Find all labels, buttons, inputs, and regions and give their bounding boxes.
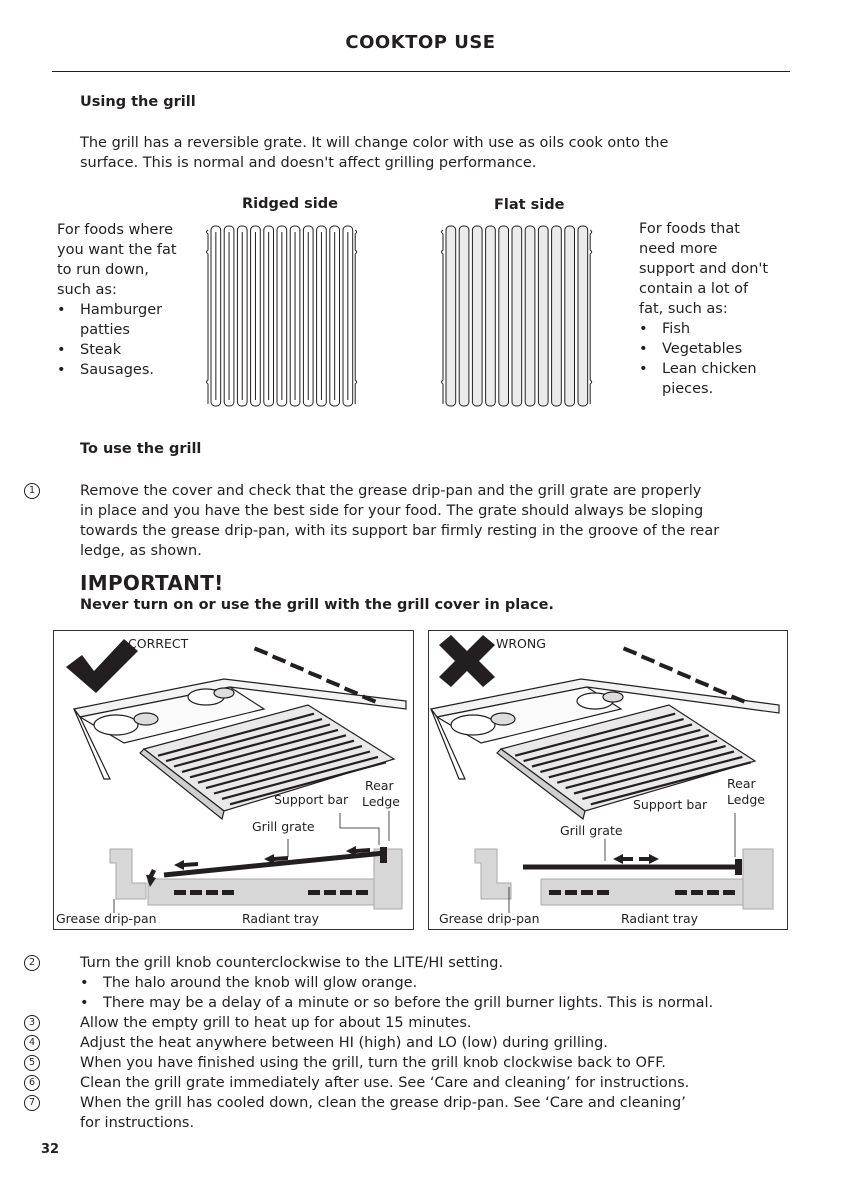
list-item: • Steak — [57, 340, 207, 360]
step-text: Clean the grill grate immediately after use. See ‘Care and cleaning’ for instructions. — [80, 1075, 690, 1091]
grate-bar — [525, 226, 535, 406]
grate-bar — [512, 226, 522, 406]
step-bullet: • There may be a delay of a minute or so before the grill burner lights. This is normal. — [80, 993, 800, 1013]
list-item: • Lean chicken — [639, 359, 799, 379]
grate-bar — [565, 226, 575, 406]
intro-line: surface. This is normal and doesn't affect grilling performance. — [80, 155, 537, 171]
wrong-diagram-panel — [428, 630, 788, 930]
step-text: When the grill has cooled down, clean the grease drip-pan. See ‘Care and cleaning’ — [80, 1095, 686, 1111]
step-line: in place and you have the best side for your food. The grate should always be sloping — [80, 503, 704, 519]
step-line: ledge, as shown. — [80, 543, 202, 559]
grate-bar — [552, 226, 562, 406]
grate-bar — [472, 226, 482, 406]
step-number-6: 6 — [24, 1075, 40, 1091]
step-number-5: 5 — [24, 1055, 40, 1071]
flat-food-list — [639, 319, 799, 399]
grate-bar — [486, 226, 496, 406]
correct-diagram-panel — [53, 630, 414, 930]
section-heading-using-grill: Using the grill — [80, 94, 196, 110]
grate-rib — [355, 230, 357, 404]
intro-line: The grill has a reversible grate. It will change color with use as oils cook onto the — [80, 135, 669, 151]
step-text: Allow the empty grill to heat up for about 15 minutes. — [80, 1015, 472, 1031]
grate-bar — [578, 226, 588, 406]
label-radiant-tray: Radiant tray — [621, 911, 699, 926]
desc-line: you want the fat — [57, 242, 177, 258]
label-rear: Rear — [727, 776, 756, 791]
important-title: IMPORTANT! — [80, 571, 224, 595]
section-heading-to-use-grill: To use the grill — [80, 441, 202, 457]
list-item: • Fish — [639, 319, 799, 339]
step-bullet: • The halo around the knob will glow orange. — [80, 973, 800, 993]
desc-line: support and don't — [639, 261, 769, 277]
step-number-2: 2 — [24, 955, 40, 971]
desc-line: fat, such as: — [639, 301, 728, 317]
label-radiant-tray: Radiant tray — [242, 911, 320, 926]
desc-line: For foods that — [639, 221, 740, 237]
step-bullet-row — [80, 993, 800, 1013]
step-1-text — [80, 481, 800, 561]
desc-line: contain a lot of — [639, 281, 749, 297]
list-item: • Vegetables — [639, 339, 799, 359]
ridged-side-caption: Ridged side — [242, 196, 338, 212]
step-line: towards the grease drip-pan, with its support bar firmly resting in the groove of the rear — [80, 523, 720, 539]
cross-icon — [439, 635, 495, 687]
page-title: COOKTOP USE — [345, 32, 496, 53]
intro-paragraph — [80, 133, 800, 173]
desc-line: For foods where — [57, 222, 174, 238]
label-ledge: Ledge — [362, 794, 400, 809]
diagram-title-correct: CORRECT — [128, 636, 189, 651]
desc-line: to run down, — [57, 262, 149, 278]
list-item: • Sausages. — [57, 360, 207, 380]
label-support-bar: Support bar — [274, 792, 349, 807]
step-bullet-list — [80, 993, 800, 1013]
label-ledge: Ledge — [727, 792, 765, 807]
important-warning: Never turn on or use the grill with the grill cover in place. — [80, 597, 554, 613]
step-line: Remove the cover and check that the grease drip-pan and the grill grate are properly — [80, 483, 702, 499]
label-grease-drip-pan: Grease drip-pan — [56, 911, 157, 926]
list-item-continuation: patties — [80, 322, 130, 338]
wrong-diagram — [429, 631, 787, 929]
step-text: for instructions. — [80, 1115, 195, 1131]
flat-grate-illustration — [440, 220, 615, 415]
grate-bar — [446, 226, 456, 406]
step-text: When you have finished using the grill, turn the grill knob clockwise back to OFF. — [80, 1055, 666, 1071]
label-support-bar: Support bar — [633, 797, 708, 812]
flat-side-caption: Flat side — [494, 197, 565, 213]
ridged-food-list — [57, 300, 207, 380]
label-rear: Rear — [365, 778, 394, 793]
step-number-1: 1 — [24, 483, 40, 499]
grate-bar — [538, 226, 548, 406]
desc-line: need more — [639, 241, 718, 257]
grate-rib — [442, 230, 444, 404]
label-grease-drip-pan: Grease drip-pan — [439, 911, 540, 926]
step-text: Adjust the heat anywhere between HI (high) and LO (low) during grilling. — [80, 1035, 608, 1051]
step-number-4: 4 — [24, 1035, 40, 1051]
ridged-grate-illustration — [205, 220, 380, 415]
diagram-title-wrong: WRONG — [496, 636, 546, 651]
step-bullet-row — [80, 973, 800, 993]
grate-rib — [590, 230, 592, 404]
header-divider — [52, 71, 790, 72]
step-number-7: 7 — [24, 1095, 40, 1111]
step-number-3: 3 — [24, 1015, 40, 1031]
grate-bar — [459, 226, 469, 406]
grate-rib — [207, 230, 209, 404]
list-item-continuation: pieces. — [662, 381, 714, 397]
flat-side-description — [639, 219, 799, 399]
list-item: • Hamburger — [57, 300, 207, 320]
ridged-side-description — [57, 220, 207, 380]
step-text: Turn the grill knob counterclockwise to the LITE/HI setting. — [80, 955, 504, 971]
page-number: 32 — [41, 1142, 60, 1157]
grate-bar — [499, 226, 509, 406]
step-bullet-list — [80, 973, 800, 993]
correct-diagram — [54, 631, 413, 929]
desc-line: such as: — [57, 282, 117, 298]
label-grill-grate: Grill grate — [560, 823, 623, 838]
label-grill-grate: Grill grate — [252, 819, 315, 834]
